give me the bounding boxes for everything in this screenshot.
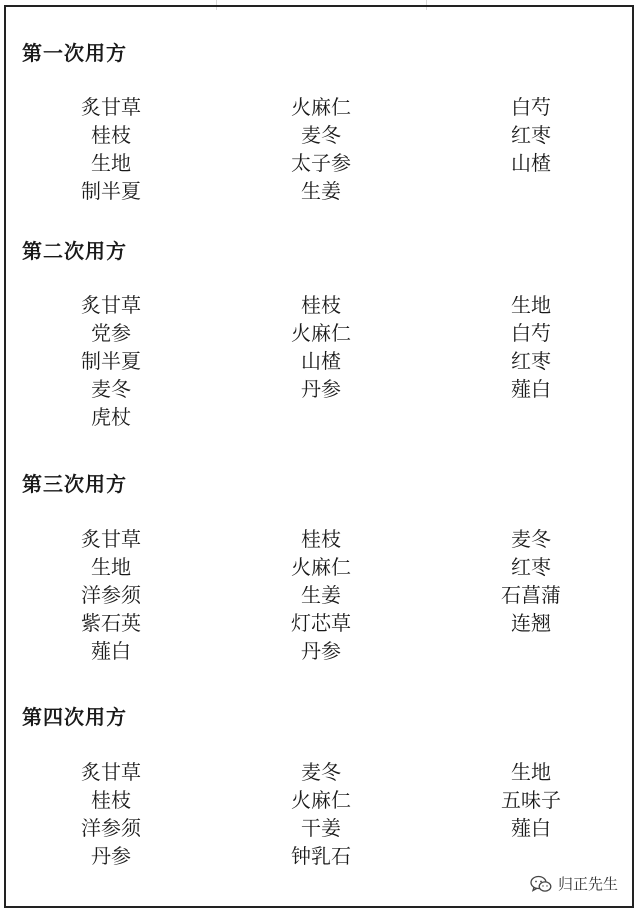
herb-item: 桂枝 <box>301 293 341 317</box>
herb-item: 薤白 <box>91 639 131 663</box>
herb-item: 制半夏 <box>81 349 141 373</box>
herb-item: 红枣 <box>511 555 551 579</box>
herb-item: 虎杖 <box>91 405 131 429</box>
herb-item: 太子参 <box>291 151 351 175</box>
herb-item: 炙甘草 <box>81 293 141 317</box>
herb-grid <box>6 525 632 665</box>
section-title: 第三次用方 <box>22 472 127 496</box>
herb-item: 火麻仁 <box>291 95 351 119</box>
herb-item: 干姜 <box>301 816 341 840</box>
herb-grid <box>6 291 632 431</box>
herb-item: 生地 <box>511 293 551 317</box>
herb-item: 钟乳石 <box>291 844 351 868</box>
herb-item: 麦冬 <box>301 123 341 147</box>
herb-grid <box>6 93 632 205</box>
herb-item: 生地 <box>91 555 131 579</box>
herb-item: 炙甘草 <box>81 527 141 551</box>
herb-item: 紫石英 <box>81 611 141 635</box>
herb-item: 薤白 <box>511 816 551 840</box>
section-title: 第四次用方 <box>22 705 127 729</box>
herb-item: 山楂 <box>511 151 551 175</box>
herb-item: 制半夏 <box>81 179 141 203</box>
herb-item: 火麻仁 <box>291 555 351 579</box>
section-title: 第二次用方 <box>22 239 127 263</box>
section-title: 第一次用方 <box>22 41 127 65</box>
herb-item: 桂枝 <box>301 527 341 551</box>
herb-item: 灯芯草 <box>291 611 351 635</box>
herb-item: 麦冬 <box>301 760 341 784</box>
herb-item: 炙甘草 <box>81 95 141 119</box>
herb-item: 石菖蒲 <box>501 583 561 607</box>
herb-item: 洋参须 <box>81 816 141 840</box>
herb-item: 丹参 <box>301 639 341 663</box>
herb-item: 火麻仁 <box>291 321 351 345</box>
herb-item: 丹参 <box>91 844 131 868</box>
herb-item: 白芍 <box>511 321 551 345</box>
watermark-text: 归正先生 <box>557 875 618 893</box>
herb-item: 桂枝 <box>91 788 131 812</box>
watermark <box>530 873 618 894</box>
herb-item: 洋参须 <box>81 583 141 607</box>
herb-item: 薤白 <box>511 377 551 401</box>
herb-item: 五味子 <box>501 788 561 812</box>
herb-item: 红枣 <box>511 123 551 147</box>
herb-item: 党参 <box>91 321 131 345</box>
herb-item: 丹参 <box>301 377 341 401</box>
herb-item: 麦冬 <box>91 377 131 401</box>
herb-item: 生地 <box>511 760 551 784</box>
herb-item: 连翘 <box>511 611 551 635</box>
herb-item: 山楂 <box>301 349 341 373</box>
wechat-icon <box>530 875 552 893</box>
herb-grid <box>6 758 632 870</box>
herb-item: 生姜 <box>301 179 341 203</box>
herb-item: 桂枝 <box>91 123 131 147</box>
herb-item: 生地 <box>91 151 131 175</box>
herb-item: 炙甘草 <box>81 760 141 784</box>
herb-item: 红枣 <box>511 349 551 373</box>
herb-item: 白芍 <box>511 95 551 119</box>
prescription-sheet <box>4 5 634 908</box>
herb-item: 生姜 <box>301 583 341 607</box>
herb-item: 麦冬 <box>511 527 551 551</box>
herb-item: 火麻仁 <box>291 788 351 812</box>
